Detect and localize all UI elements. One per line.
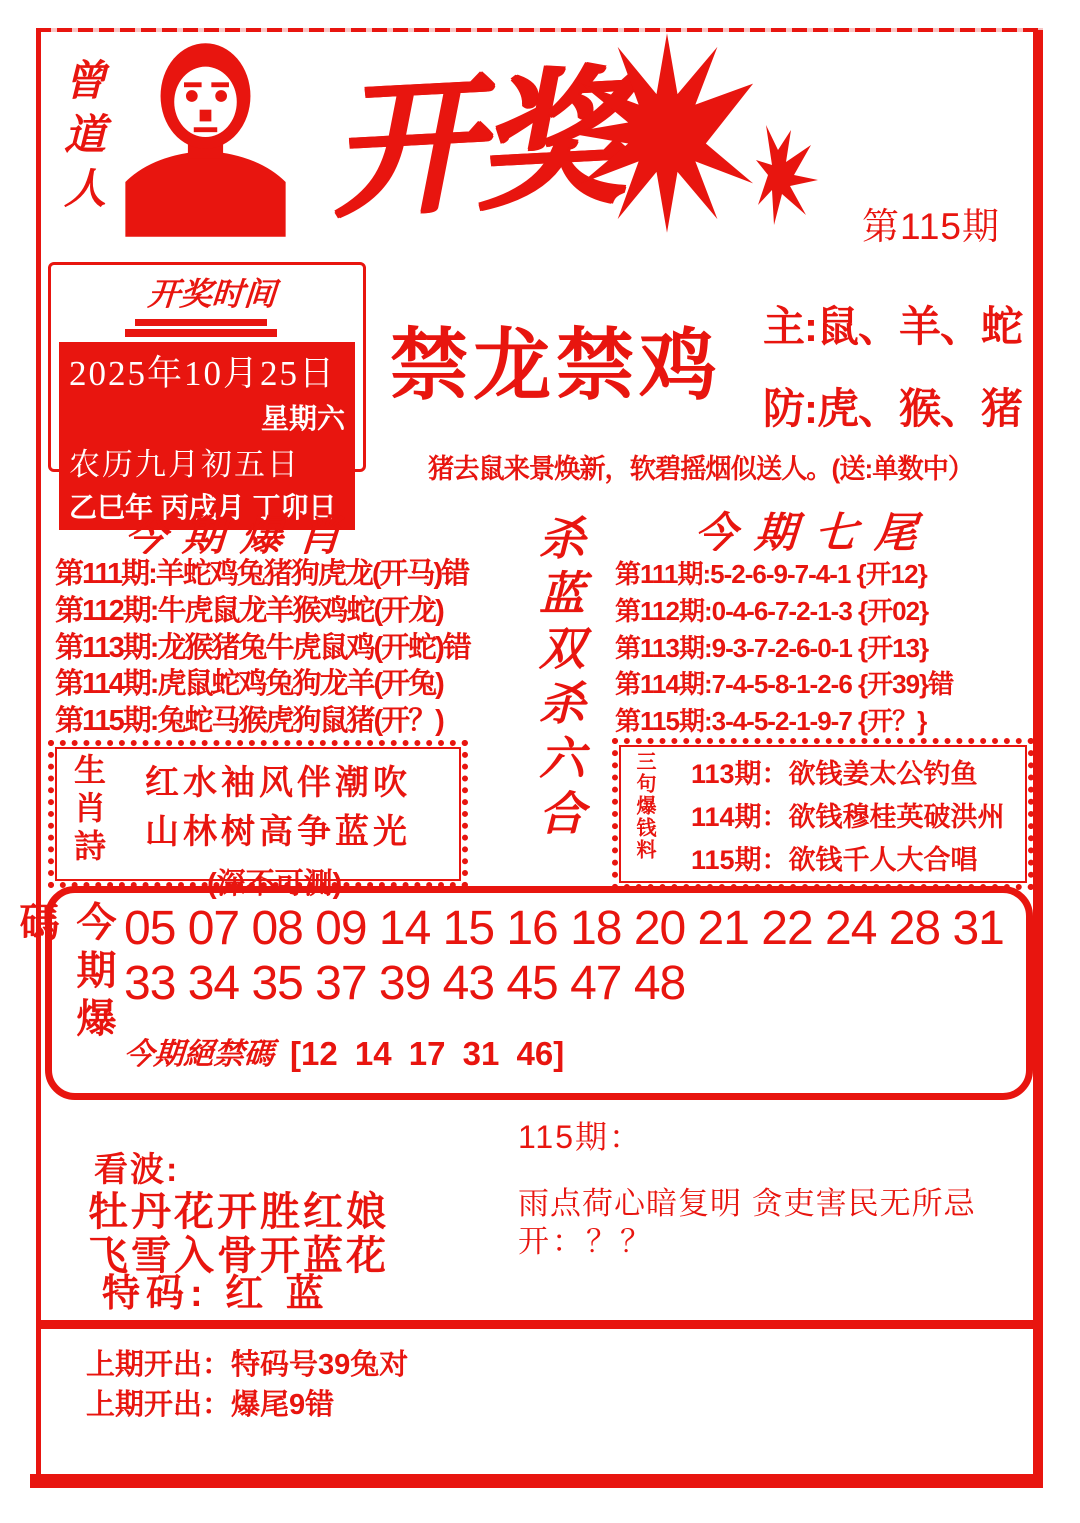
seven-tails-row: 第115期:3-4-5-2-1-9-7 {开？}	[615, 706, 927, 737]
numbers-row-1: 05 07 08 09 14 15 16 18 20 21 22 24 28 31	[124, 902, 1004, 955]
seven-tails-title: 今期七尾	[693, 509, 937, 556]
draw-weekday: 星期六	[260, 403, 345, 434]
title-underline-1	[135, 319, 267, 326]
zodiac-poem-note: (深不可测)	[207, 868, 343, 900]
wave-line-1: 牡丹花开胜红娘	[88, 1190, 389, 1234]
draw-time-box	[48, 262, 366, 523]
masthead-title: 开奖	[326, 54, 623, 235]
special-code-line: 特码: 红 蓝	[102, 1273, 330, 1315]
ganzhi-date: 乙巳年 丙戌月 丁卯日	[69, 492, 337, 523]
zodiac-poem-box	[48, 740, 468, 900]
money-tips-box	[612, 738, 1034, 890]
headline: 禁龙禁鸡	[390, 321, 723, 409]
money-tip-row: 113期：欲钱姜太公钓鱼	[691, 759, 978, 789]
footer-line-1: 上期开出：特码号39兔对	[86, 1349, 409, 1381]
seven-tails-row: 第111期:5-2-6-9-7-4-1 {开12}	[615, 559, 927, 589]
forbidden-label: 今期絕禁碼	[122, 1038, 275, 1071]
forbidden-numbers: [12 14 17 31 46]	[290, 1035, 565, 1072]
numbers-row-2: 33 34 35 37 39 43 45 47 48	[124, 957, 686, 1010]
ink-splatter-icon	[756, 120, 826, 230]
issue-number: 第115期	[862, 206, 1000, 247]
burst-zodiac-title: 今期爆肖	[123, 512, 359, 559]
burst-zodiac-rows	[55, 556, 470, 740]
kill-slogan: 杀蓝双杀六合	[533, 514, 585, 844]
burst-numbers-label: 今期爆碼	[14, 901, 115, 1045]
draw-date: 2025年10月25日	[69, 354, 337, 393]
frame-bottom-border	[30, 1474, 1043, 1488]
seven-tails-rows	[615, 556, 953, 740]
money-tips-label: 三句爆钱料	[633, 751, 655, 861]
issue-poem-label: 115期：	[518, 1119, 644, 1155]
seven-tails-row: 第113期:9-3-7-2-6-0-1 {开13}	[615, 632, 929, 663]
tip-poem: 猪去鼠来景焕新，软碧摇烟似送人。(送:单数中）	[428, 454, 974, 484]
main-zodiac-line: 主:鼠、羊、蛇	[763, 303, 1022, 350]
burst-zodiac-row: 第113期:龙猴猪兔牛虎鼠鸡(开蛇)错	[55, 631, 470, 664]
burst-zodiac-row: 第111期:羊蛇鸡兔猪狗虎龙(开马)错	[55, 558, 469, 590]
zodiac-poem-line-2: 山林树高争蓝光	[145, 813, 411, 851]
starburst-icon	[552, 28, 782, 238]
footer-divider-line	[41, 1320, 1033, 1329]
money-tip-row: 114期：欲钱穆桂英破洪州	[691, 802, 1005, 832]
zodiac-poem-line-1: 红水袖风伴潮吹	[145, 764, 411, 802]
money-tip-row: 115期：欲钱千人大合唱	[691, 845, 978, 875]
burst-numbers-box	[14, 886, 1033, 1100]
burst-zodiac-row: 第115期:兔蛇马猴虎狗鼠猪(开？)	[55, 705, 443, 738]
wave-line-2: 飞雪入骨开蓝花	[88, 1234, 389, 1278]
lunar-date: 农历九月初五日	[69, 447, 300, 482]
wave-title: 看波:	[94, 1151, 180, 1189]
issue-poem-open: 开：？？	[518, 1224, 654, 1259]
burst-zodiac-row: 第114期:虎鼠蛇鸡兔狗龙羊(开兔)	[55, 668, 443, 701]
title-underline-2	[125, 329, 277, 337]
zengdaoren-portrait-image	[98, 40, 313, 238]
frame-left-border	[36, 30, 41, 1482]
zodiac-poem-label: 生肖詩	[70, 753, 106, 867]
frame-right-border	[1033, 30, 1043, 1482]
issue-poem-text: 雨点荷心暗复明 贪吏害民无所忌	[518, 1186, 976, 1221]
publisher-name: 曾道人	[59, 58, 106, 220]
draw-time-title: 开奖时间	[146, 276, 278, 312]
guard-zodiac-line: 防:虎、猴、猪	[763, 385, 1022, 432]
draw-time-panel	[59, 342, 355, 530]
burst-zodiac-row: 第112期:牛虎鼠龙羊猴鸡蛇(开龙)	[55, 594, 443, 627]
seven-tails-row: 第114期:7-4-5-8-1-2-6 {开39}错	[615, 669, 954, 700]
footer-line-2: 上期开出：爆尾9错	[86, 1389, 335, 1421]
seven-tails-row: 第112期:0-4-6-7-2-1-3 {开02}	[615, 595, 929, 626]
